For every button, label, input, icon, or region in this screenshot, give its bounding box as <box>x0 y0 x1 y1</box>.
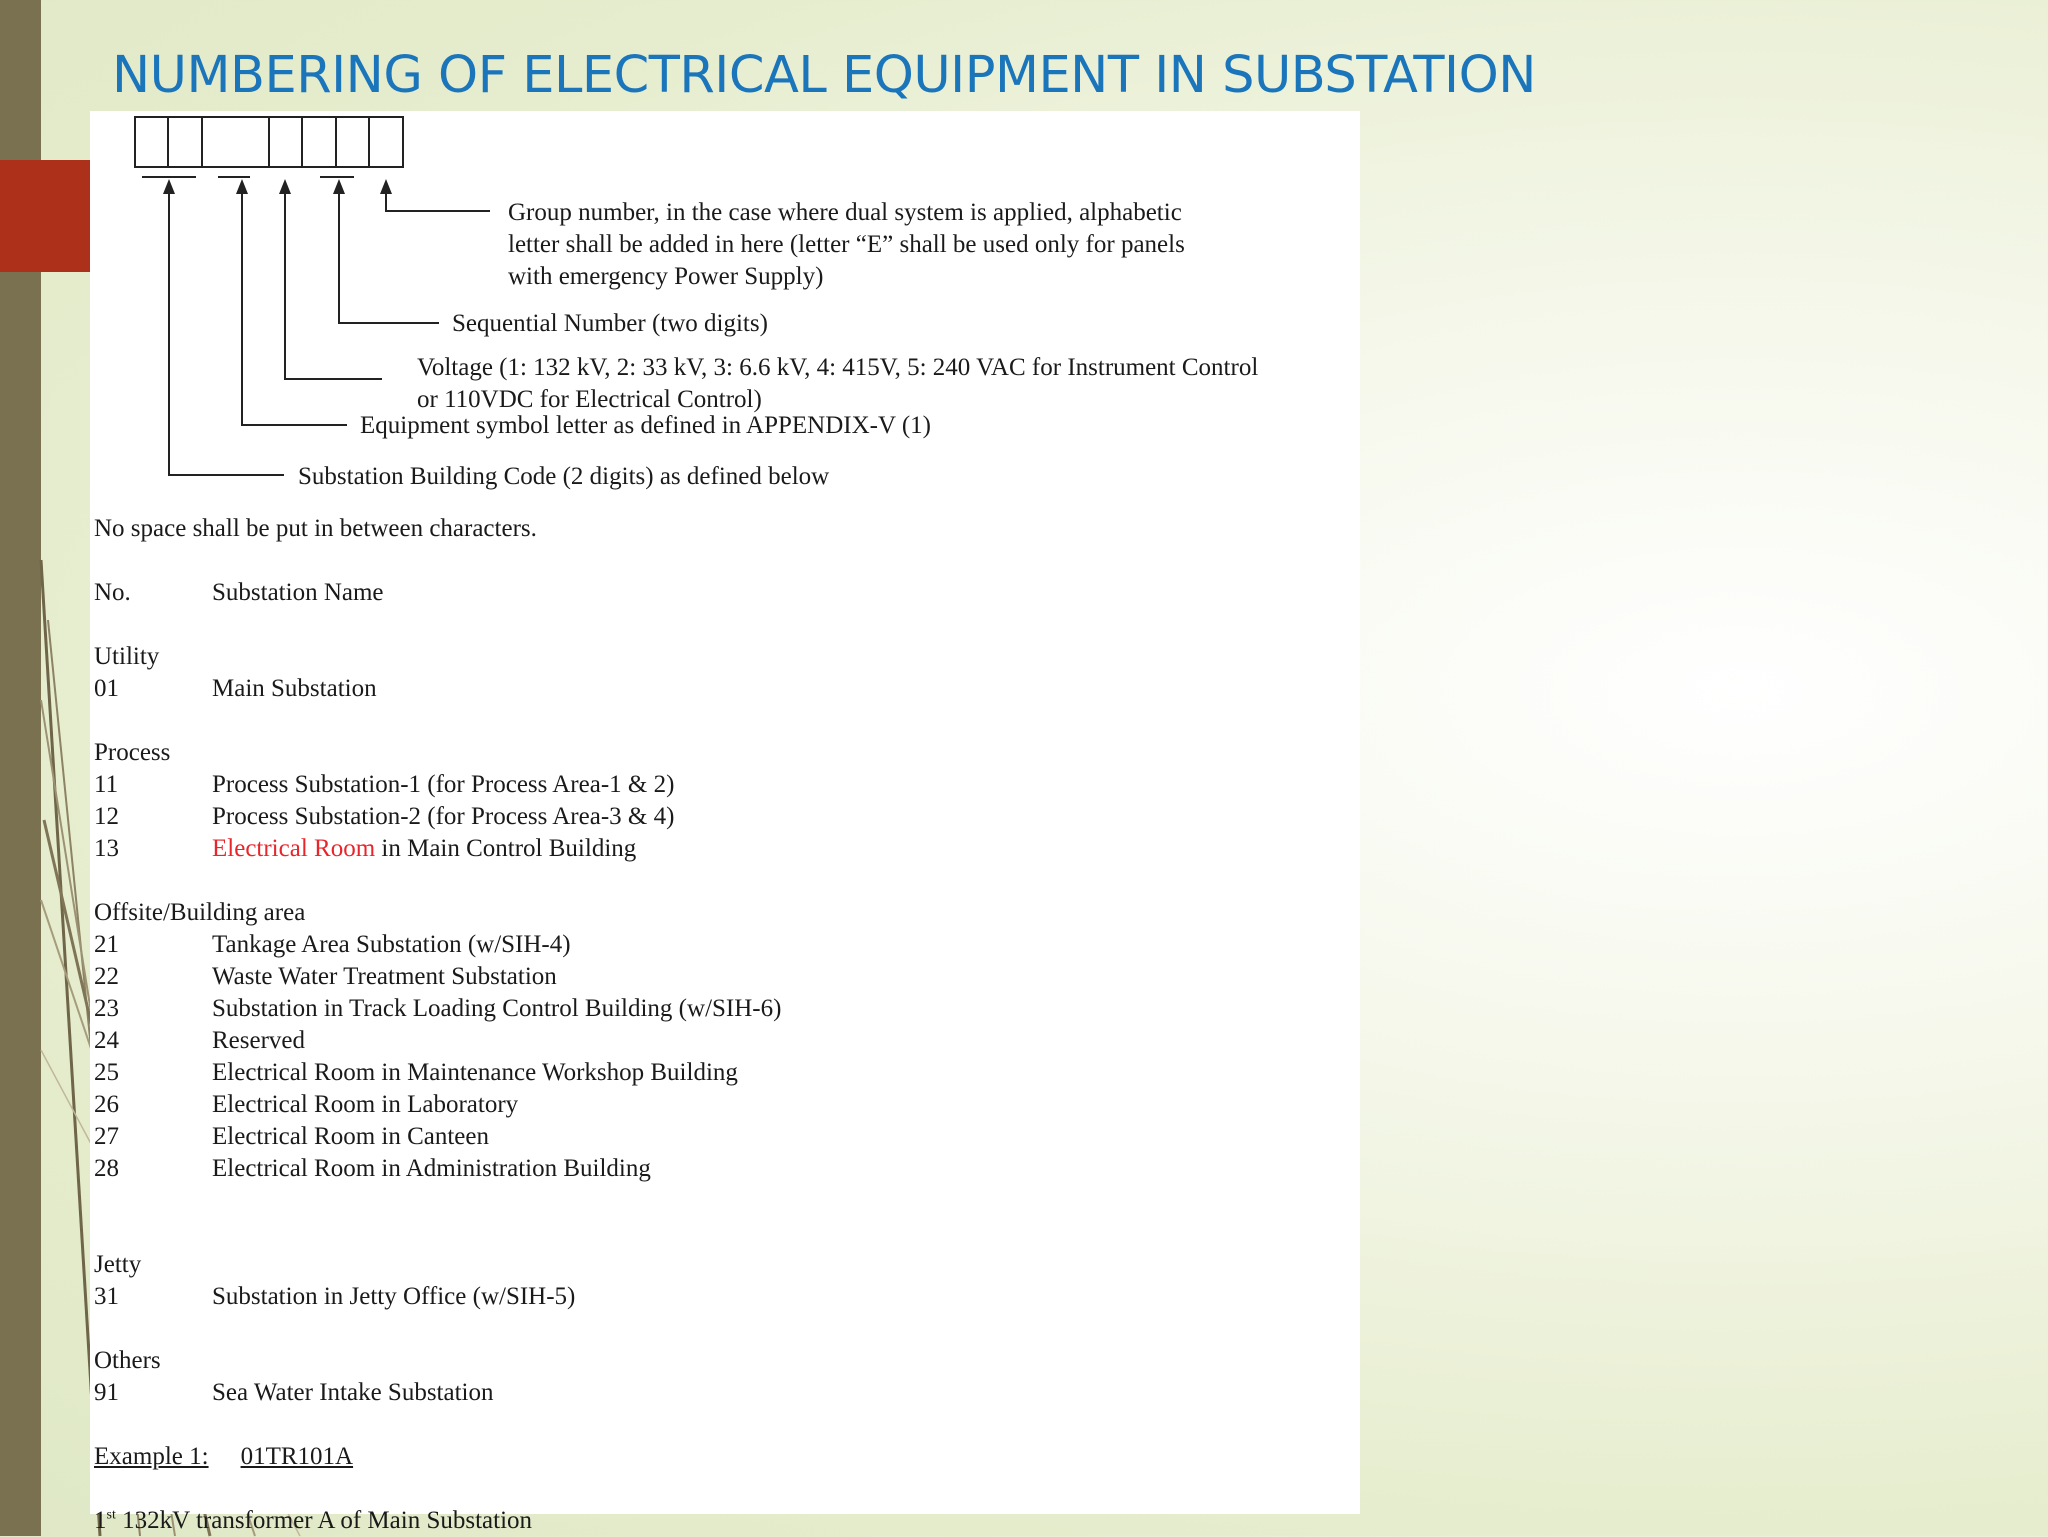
sequential-desc: Sequential Number (two digits) <box>452 310 768 337</box>
table-row <box>94 993 781 1025</box>
example-code: 01TR101A <box>240 1443 354 1470</box>
document-page <box>90 111 1360 1534</box>
group-heading-offsite: Offsite/Building area <box>94 899 306 926</box>
row-no: 25 <box>94 1059 119 1086</box>
row-no: 27 <box>94 1123 119 1150</box>
example-desc-sup: st <box>106 1507 116 1523</box>
row-name: Tankage Area Substation (w/SIH-4) <box>212 931 571 958</box>
example-desc-num: 1 <box>94 1507 107 1534</box>
row-no: 91 <box>94 1379 119 1406</box>
table-row <box>94 929 781 961</box>
row-name-rest: in Main Control Building <box>375 835 637 862</box>
no-space-note: No space shall be put in between characters. <box>94 515 537 542</box>
voltage-desc-line2 <box>417 386 762 413</box>
row-name: Main Substation <box>212 675 377 702</box>
table-row <box>94 1121 781 1153</box>
voltage-desc-black: Voltage (1: 132 kV, 2: 33 kV, 3: 6.6 kV, 4: 415V, <box>417 354 908 381</box>
header-name: Substation Name <box>212 579 384 606</box>
row-no: 01 <box>94 675 119 702</box>
row-no: 31 <box>94 1283 119 1310</box>
row-no: 24 <box>94 1027 119 1054</box>
table-row <box>94 833 781 865</box>
numbering-diagram <box>90 111 1360 511</box>
row-no: 23 <box>94 995 119 1022</box>
table-row <box>94 1025 781 1057</box>
table-row <box>94 961 781 993</box>
row-name: Sea Water Intake Substation <box>212 1379 494 1406</box>
row-name: Electrical Room in Administration Building <box>212 1155 651 1182</box>
row-name: Substation in Track Loading Control Building (w/SIH-6) <box>212 995 782 1022</box>
row-name: Process Substation-1 (for Process Area-1 & 2) <box>212 771 675 798</box>
equipment-desc: Equipment symbol letter as defined in APPENDIX-V (1) <box>360 412 931 439</box>
code-boxes <box>135 117 403 167</box>
table-row <box>94 1057 781 1089</box>
row-no: 26 <box>94 1091 119 1118</box>
voltage-desc-line1 <box>417 354 1258 381</box>
row-name: Substation in Jetty Office (w/SIH-5) <box>212 1283 576 1310</box>
row-name: Process Substation-2 (for Process Area-3 & 4) <box>212 803 675 830</box>
row-name: Waste Water Treatment Substation <box>212 963 557 990</box>
row-name: Electrical Room in Canteen <box>212 1123 489 1150</box>
row-no: 11 <box>94 771 119 798</box>
row-name: Reserved <box>212 1027 306 1054</box>
header-no: No. <box>94 579 131 606</box>
example-label: Example 1: <box>94 1443 209 1470</box>
group-desc-line1: Group number, in the case where dual system is applied, alphabetic <box>508 199 1182 226</box>
row-name <box>212 833 636 865</box>
table-row <box>94 1281 781 1313</box>
row-no: 12 <box>94 803 119 830</box>
arrowheads <box>163 179 392 194</box>
voltage-desc-close: ) <box>753 386 762 413</box>
example-desc-rest: 132kV transformer A of Main Substation <box>115 1507 533 1534</box>
group-heading-utility: Utility <box>94 643 160 670</box>
table-row <box>94 673 781 705</box>
row-no: 28 <box>94 1155 119 1182</box>
group-heading-jetty: Jetty <box>94 1251 142 1278</box>
row-name: Electrical Room in Maintenance Workshop Building <box>212 1059 738 1086</box>
group-heading-process: Process <box>94 739 171 766</box>
group-desc-line3: with emergency Power Supply) <box>508 263 824 290</box>
document-body <box>94 513 781 1537</box>
table-row <box>94 1089 781 1121</box>
row-name-highlight: Electrical Room <box>212 835 376 862</box>
group-desc-line2: letter shall be added in here (letter “E” shall be used only for panels <box>508 231 1185 258</box>
table-row <box>94 769 781 801</box>
table-row <box>94 801 781 833</box>
row-no: 21 <box>94 931 119 958</box>
voltage-desc-red: 5: 240 VAC for Instrument Control <box>907 354 1259 381</box>
table-header <box>94 577 781 609</box>
example-description <box>94 1505 781 1537</box>
row-name: Electrical Room in Laboratory <box>212 1091 519 1118</box>
table-row <box>94 1377 781 1409</box>
row-no: 22 <box>94 963 119 990</box>
example-line <box>94 1441 781 1473</box>
group-heading-others: Others <box>94 1347 161 1374</box>
row-no: 13 <box>94 835 119 862</box>
building-desc: Substation Building Code (2 digits) as defined below <box>298 463 830 490</box>
table-row <box>94 1153 781 1185</box>
voltage-desc-red-2: or 110VDC for Electrical Control <box>417 386 754 413</box>
slide-title: NUMBERING OF ELECTRICAL EQUIPMENT IN SUBSTATION <box>112 46 1536 105</box>
